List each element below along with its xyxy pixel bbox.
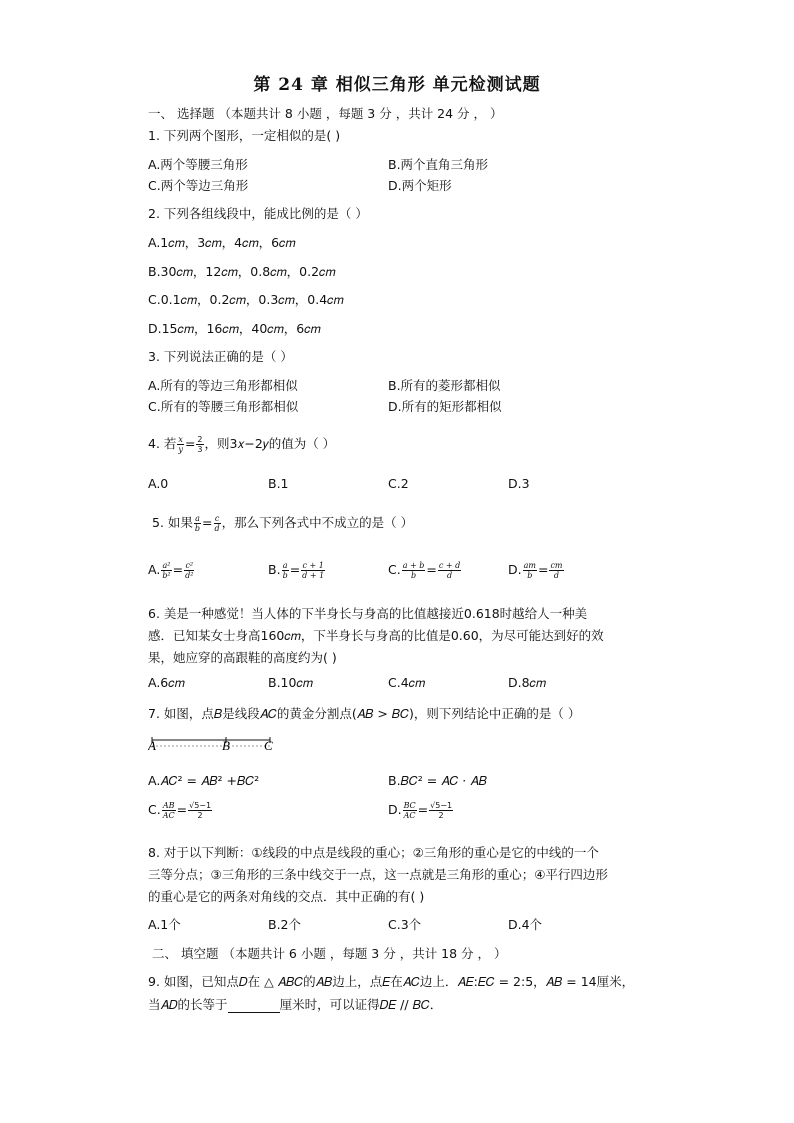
q1-option-d: D.两个矩形 [388, 178, 452, 193]
point-c-label: C [264, 738, 273, 753]
q4-prefix: 4. 若 [148, 436, 177, 451]
question-1-stem: 1. 下列两个图形，一定相似的是( ) [148, 128, 341, 143]
q8-option-c: C.3个 [388, 917, 422, 932]
question-7-stem: 7. 如图，点𝐵是线段𝐴𝐶的黄金分割点(𝐴𝐵 > 𝐵𝐶)，则下列结论中正确的是（ ） [148, 706, 581, 721]
q4-option-b: B.1 [268, 476, 289, 491]
q1-option-a: A.两个等腰三角形 [148, 157, 248, 172]
question-6-line-2: 感．已知某女士身高160𝑐𝑚，下半身长与身高的比值是0.60，为尽可能达到好的效 [148, 628, 604, 643]
section-heading-choice: 一、 选择题 （本题共计 8 小题 ，每题 3 分 ，共计 24 分 ， ） [148, 106, 503, 121]
q2-option-d: D.15𝑐𝑚，16𝑐𝑚，40𝑐𝑚，6𝑐𝑚 [148, 321, 321, 336]
q6-option-a: A.6𝑐𝑚 [148, 675, 185, 690]
q4-fraction-23: $\frac{2}{3}$ [197, 435, 203, 454]
answer-blank[interactable] [228, 1000, 280, 1013]
question-8-line-1: 8. 对于以下判断：①线段的中点是线段的重心；②三角形的重心是它的中线的一个 [148, 845, 599, 860]
q3-option-b: B.所有的菱形都相似 [388, 378, 501, 393]
q3-option-c: C.所有的等腰三角形都相似 [148, 399, 299, 414]
q6-option-b: B.10𝑐𝑚 [268, 675, 313, 690]
q4-suffix: ，则3𝑥−2𝑦的值为（ ） [204, 436, 336, 451]
question-5-stem: 5. 如果 $\frac{\text{𝑎}}{\text{𝑏}}$ = $\frac{\text{𝑐}}{\text{𝑑}}$ ，那么下列各式中不成立的是（ ） [152, 514, 414, 533]
point-a-label: A [148, 738, 156, 753]
line-segment-figure [148, 732, 438, 754]
q4-option-a: A.0 [148, 476, 169, 491]
q8-option-d: D.4个 [508, 917, 543, 932]
q5-option-d: D. $\frac{\text{𝑎𝑚}}{\text{𝑏}}$ = $\frac{\text{𝑐𝑚}}{\text{𝑑}}$ [508, 561, 563, 580]
q5-fraction-ab: $\frac{\text{𝑎}}{\text{𝑏}}$ [194, 514, 201, 533]
q5-option-b: B. $\frac{\text{𝑎}}{\text{𝑏}}$ = $\frac{\text{𝑐 + 1}}{\text{𝑑 + 1}}$ [268, 561, 325, 580]
question-2-stem: 2. 下列各组线段中，能成比例的是（ ） [148, 206, 368, 221]
q8-option-a: A.1个 [148, 917, 181, 932]
q6-option-d: D.8𝑐𝑚 [508, 675, 547, 690]
q5-option-c: C. $\frac{\text{𝑎 + 𝑏}}{\text{𝑏}}$ = $\frac{\text{𝑐 + 𝑑}}{\text{𝑑}}$ [388, 561, 461, 580]
question-8-line-2: 三等分点；③三角形的三条中线交于一点，这一点就是三角形的重心；④平行四边形 [148, 867, 608, 882]
point-b-label: B [222, 738, 230, 753]
q4-fraction-xy: $\frac{\text{𝑥}}{\text{𝑦}}$ [178, 435, 183, 454]
q2-option-b: B.30𝑐𝑚，12𝑐𝑚，0.8𝑐𝑚，0.2𝑐𝑚 [148, 264, 336, 279]
q3-option-d: D.所有的矩形都相似 [388, 399, 502, 414]
question-3-stem: 3. 下列说法正确的是（ ） [148, 349, 293, 364]
question-6-line-1: 6. 美是一种感觉！当人体的下半身长与身高的比值越接近0.618时越给人一种美 [148, 606, 588, 621]
question-6-line-3: 果，她应穿的高跟鞋的高度约为( ) [148, 650, 337, 665]
q1-option-c: C.两个等边三角形 [148, 178, 249, 193]
q7-option-b: B.𝐵𝐶² = 𝐴𝐶 · 𝐴𝐵 [388, 773, 487, 788]
q2-option-c: C.0.1𝑐𝑚，0.2𝑐𝑚，0.3𝑐𝑚，0.4𝑐𝑚 [148, 292, 344, 307]
question-9-line-2: 当𝐴𝐷的长等于 厘米时，可以证得𝐷𝐸 // 𝐵𝐶． [148, 997, 443, 1012]
page-title: 第 24 章 相似三角形 单元检测试题 [253, 75, 541, 95]
q3-option-a: A.所有的等边三角形都相似 [148, 378, 298, 393]
q4-option-d: D.3 [508, 476, 530, 491]
question-8-line-3: 的重心是它的两条对角线的交点．其中正确的有( ) [148, 889, 425, 904]
q5-option-a: A. $\frac{\text{𝑎²}}{\text{𝑏²}}$ = $\frac{\text{𝑐²}}{\text{𝑑²}}$ [148, 561, 194, 580]
section-heading-fill: 二、 填空题 （本题共计 6 小题 ，每题 3 分 ，共计 18 分 ， ） [152, 946, 507, 961]
q7-option-a: A.𝐴𝐶² = 𝐴𝐵² +𝐵𝐶² [148, 773, 260, 788]
q7-option-d: D. $\frac{\text{𝐵𝐶}}{\text{𝐴𝐶}}$ = $\frac{√5-1}{2}$ [388, 801, 453, 820]
q1-option-b: B.两个直角三角形 [388, 157, 489, 172]
question-4-stem: 4. 若 $\frac{\text{𝑥}}{\text{𝑦}}$ = $\frac{2}{3}$ ，则3𝑥−2𝑦的值为（ ） [148, 435, 336, 454]
q8-option-b: B.2个 [268, 917, 302, 932]
q5-fraction-cd: $\frac{\text{𝑐}}{\text{𝑑}}$ [214, 514, 220, 533]
question-9-line-1: 9. 如图，已知点𝐷在 △ 𝐴𝐵𝐶的𝐴𝐵边上，点𝐸在𝐴𝐶边上．𝐴𝐸:𝐸𝐶 = 2:5，𝐴𝐵 = 14厘米， [148, 974, 635, 989]
q2-option-a: A.1𝑐𝑚，3𝑐𝑚，4𝑐𝑚，6𝑐𝑚 [148, 235, 296, 250]
q4-option-c: C.2 [388, 476, 409, 491]
segment-diagram [148, 732, 438, 754]
q6-option-c: C.4𝑐𝑚 [388, 675, 426, 690]
q7-option-c: C. $\frac{\text{𝐴𝐵}}{\text{𝐴𝐶}}$ = $\frac{√5-1}{2}$ [148, 801, 212, 820]
